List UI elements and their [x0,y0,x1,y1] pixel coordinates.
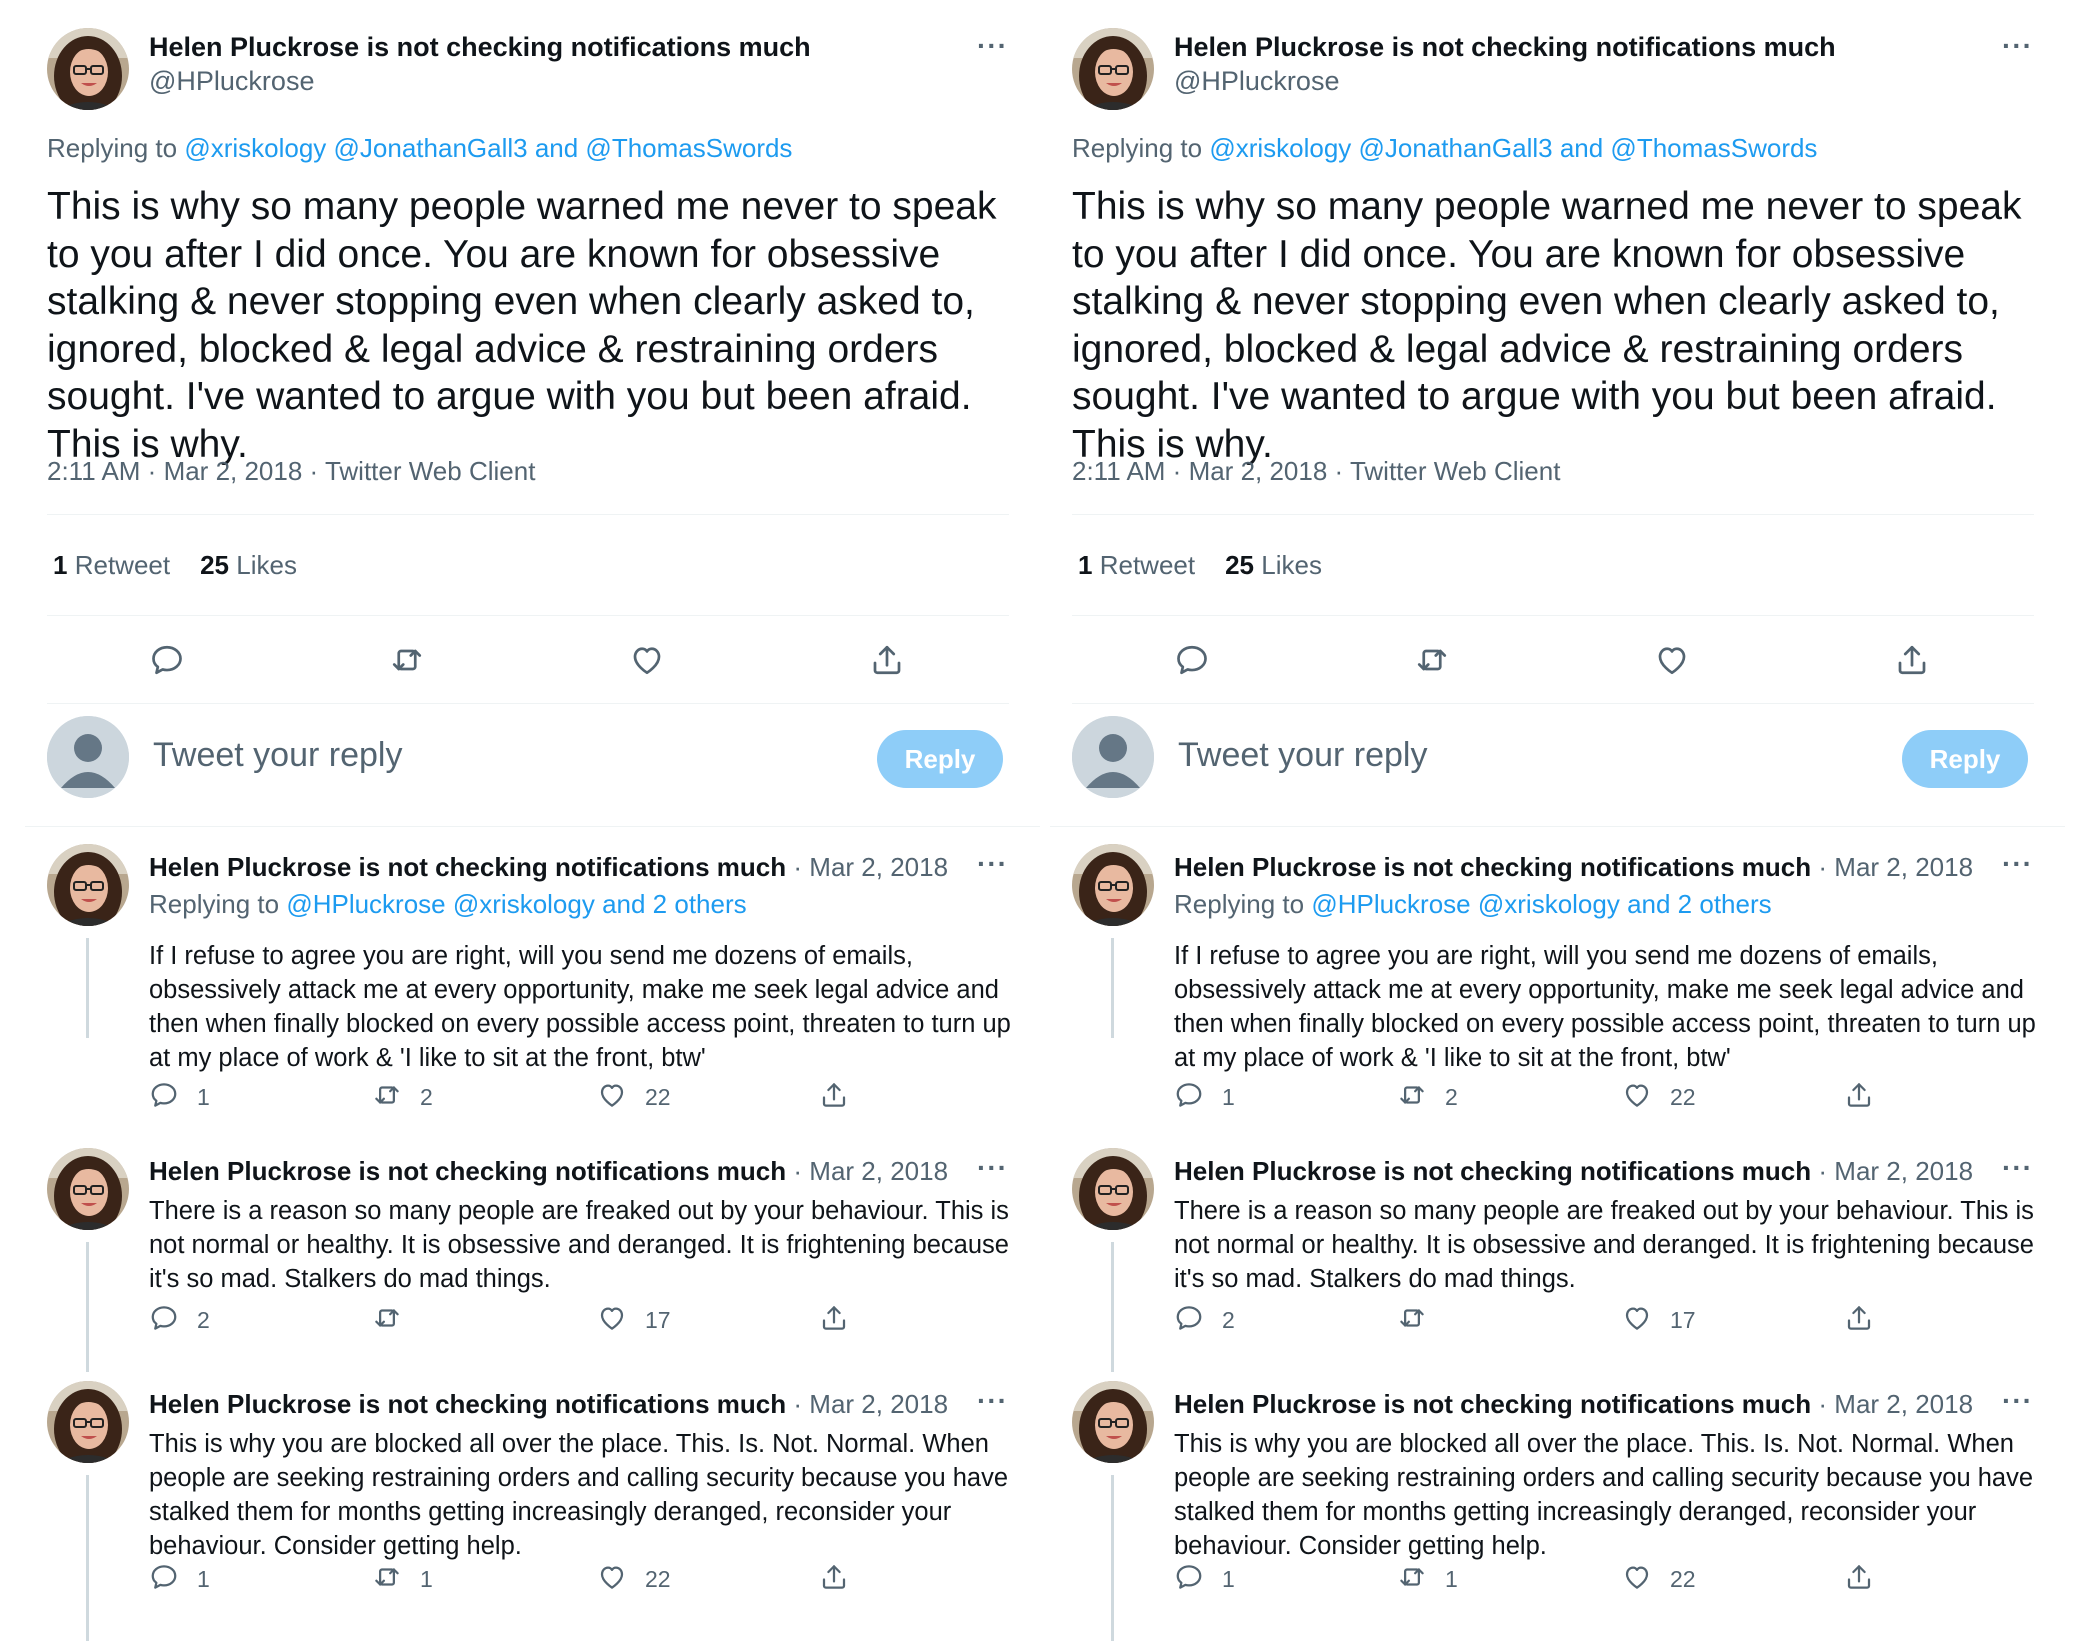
retweet-icon[interactable] [372,1303,402,1338]
likes-count: 25 [200,550,230,580]
retweet-count: 1 [420,1565,433,1592]
author-name[interactable]: Helen Pluckrose is not checking notifications much [149,1389,787,1419]
retweet-action[interactable] [1397,1079,1458,1115]
tweet-date[interactable]: Mar 2, 2018 [809,852,949,882]
reply-count: 1 [197,1565,210,1592]
retweets-label: Retweet [1099,550,1196,580]
author-name[interactable]: Helen Pluckrose is not checking notifications much [149,32,811,62]
replying-to-label: Replying to [149,889,280,919]
more-icon[interactable]: ··· [2002,1385,2033,1416]
likes-count: 25 [1225,550,1255,580]
tweet-actions [1174,1302,1874,1338]
divider [47,615,1009,616]
heart-icon[interactable] [629,642,665,678]
tweet-text: This is why you are blocked all over the place. This. Is. Not. Normal. When people are seeking restraining orders and calling security because you have stalked them for months getting increasingly deranged, reconsider your behaviour. Consider getting help. [149,1430,1009,1560]
heart-icon[interactable] [1622,1562,1652,1597]
reply-icon[interactable] [1174,1562,1204,1597]
author-avatar[interactable] [47,28,129,110]
share-action[interactable] [1844,1302,1874,1338]
like-action[interactable] [1622,1302,1696,1338]
tweet-text: This is why you are blocked all over the place. This. Is. Not. Normal. When people are seeking restraining orders and calling security because you have stalked them for months getting increasingly deranged, reconsider your behaviour. Consider getting help. [1174,1430,2034,1560]
replying-to [1174,889,1772,920]
share-icon[interactable] [1844,1562,1874,1597]
more-icon[interactable]: ··· [2002,1152,2033,1183]
retweet-icon[interactable] [372,1080,402,1115]
share-icon[interactable] [819,1562,849,1597]
tweet-timestamp[interactable]: 2:11 AM · Mar 2, 2018 · Twitter Web Client [47,456,536,486]
share-icon[interactable] [1894,642,1930,678]
heart-icon[interactable] [597,1080,627,1115]
reply-composer [1072,714,2034,804]
heart-icon[interactable] [597,1303,627,1338]
retweet-action[interactable] [1397,1561,1458,1597]
tweet-text: There is a reason so many people are freaked out by your behaviour. This is not normal or healthy. It is obsessive and deranged. It is frightening because it's so mad. Stalkers do mad things. [1174,1197,2034,1293]
screenshot-panel-right [1025,0,2065,1646]
reply-action[interactable] [149,1079,210,1115]
reply-button[interactable]: Reply [877,730,1003,788]
retweets-label: Retweet [74,550,171,580]
thread-connector-line [86,938,89,1038]
tweet-text: If I refuse to agree you are right, will you send me dozens of emails, obsessively attack me at every opportunity, make me seek legal advice and then when finally blocked on every possible access point, threaten to turn up at my place of work & 'I like to sit at the front, btw' [149,942,1011,1072]
author-avatar[interactable] [47,1148,129,1230]
reply-count: 1 [1222,1083,1235,1110]
like-count: 17 [645,1306,671,1333]
tweet-actions [47,638,1009,686]
like-count: 22 [1670,1083,1696,1110]
share-icon[interactable] [1844,1080,1874,1115]
separator: · [1818,1389,1828,1419]
tweet-header [149,1389,948,1420]
reply-icon[interactable] [149,642,185,678]
replying-to-label: Replying to [47,133,178,163]
divider [47,703,1009,704]
author-name[interactable]: Helen Pluckrose is not checking notifications much [1174,1156,1812,1186]
reply-composer [47,714,1009,804]
author-name[interactable]: Helen Pluckrose is not checking notifications much [1174,32,1836,62]
author-handle[interactable]: @HPluckrose [149,66,315,96]
like-action[interactable] [1622,1561,1696,1597]
reply-input[interactable]: Tweet your reply [153,736,403,774]
separator: · [793,1156,803,1186]
tweet-date[interactable]: Mar 2, 2018 [809,1156,949,1186]
heart-icon[interactable] [1622,1303,1652,1338]
retweet-count: 2 [420,1083,433,1110]
share-action[interactable] [819,1302,849,1338]
replying-to-label: Replying to [1072,133,1203,163]
tweet-actions [1072,638,2034,686]
likes-stat[interactable] [200,550,297,580]
author-avatar[interactable] [1072,844,1154,926]
replying-to [47,133,792,164]
reply-count: 1 [1222,1565,1235,1592]
reply-icon[interactable] [149,1080,179,1115]
share-icon[interactable] [1844,1303,1874,1338]
reply-icon[interactable] [1174,1303,1204,1338]
more-icon[interactable]: ··· [2002,30,2033,61]
retweet-icon[interactable] [372,1562,402,1597]
thread-connector-line [86,1475,89,1641]
reply-action[interactable] [149,1302,210,1338]
tweet-date[interactable]: Mar 2, 2018 [1834,1156,1974,1186]
tweet-text: If I refuse to agree you are right, will you send me dozens of emails, obsessively attack me at every opportunity, make me seek legal advice and then when finally blocked on every possible access point, threaten to turn up at my place of work & 'I like to sit at the front, btw' [1174,942,2036,1072]
likes-label: Likes [1261,550,1322,580]
reply-icon[interactable] [1174,642,1210,678]
retweet-icon[interactable] [1397,1080,1427,1115]
reply-icon[interactable] [149,1303,179,1338]
tweet-actions [149,1561,849,1597]
separator: · [1818,1156,1828,1186]
tweet-text: This is why so many people warned me never to speak to you after I did once. You are known for obsessive stalking & never stopping even when clearly asked to, ignored, blocked & legal advice & restraining orders sought. I've wanted to argue with you but been afraid. This is why. [47,185,997,466]
author-name[interactable]: Helen Pluckrose is not checking notifications much [1174,1389,1812,1419]
tweet-header [149,1156,948,1187]
retweets-count: 1 [53,550,68,580]
share-icon[interactable] [869,642,905,678]
heart-icon[interactable] [1622,1080,1652,1115]
heart-icon[interactable] [1654,642,1690,678]
tweet-text: There is a reason so many people are freaked out by your behaviour. This is not normal or healthy. It is obsessive and deranged. It is frightening because it's so mad. Stalkers do mad things. [149,1197,1009,1293]
retweet-count: 2 [1445,1083,1458,1110]
default-avatar-icon [47,716,129,798]
retweet-icon[interactable] [1397,1562,1427,1597]
tweet-actions [1174,1079,1874,1115]
retweet-action[interactable] [372,1561,433,1597]
author-avatar[interactable] [47,844,129,926]
tweet-timestamp[interactable]: 2:11 AM · Mar 2, 2018 · Twitter Web Client [1072,456,1561,486]
replying-to-users-link[interactable]: @xriskology @JonathanGall3 and @ThomasSwords [184,133,793,163]
author-avatar[interactable] [1072,1381,1154,1463]
reply-input[interactable]: Tweet your reply [1178,736,1428,774]
thread-connector-line [1111,938,1114,1038]
retweet-action[interactable] [372,1079,433,1115]
reply-icon[interactable] [149,1562,179,1597]
tweet-header [1174,852,1973,883]
retweets-count: 1 [1078,550,1093,580]
replying-to [149,889,747,920]
section-divider [1050,826,2065,827]
share-icon[interactable] [819,1080,849,1115]
retweet-action[interactable] [1397,1302,1445,1338]
divider [1072,615,2034,616]
heart-icon[interactable] [597,1562,627,1597]
author-handle[interactable]: @HPluckrose [1174,66,1340,96]
tweet-actions [1174,1561,1874,1597]
retweet-icon[interactable] [389,642,425,678]
tweet-header [149,852,948,883]
share-action[interactable] [819,1079,849,1115]
reply-action[interactable] [149,1561,210,1597]
more-icon[interactable]: ··· [977,30,1008,61]
divider [1072,703,2034,704]
like-count: 22 [645,1083,671,1110]
retweet-count: 1 [1445,1565,1458,1592]
like-action[interactable] [597,1561,671,1597]
engagement-stats [53,550,297,581]
like-action[interactable] [597,1302,671,1338]
replying-to [1072,133,1817,164]
retweets-stat[interactable] [53,550,170,580]
share-action[interactable] [1844,1079,1874,1115]
tweet-text: This is why so many people warned me never to speak to you after I did once. You are known for obsessive stalking & never stopping even when clearly asked to, ignored, blocked & legal advice & restraining orders sought. I've wanted to argue with you but been afraid. This is why. [1072,185,2022,466]
author-avatar[interactable] [1072,28,1154,110]
author-avatar[interactable] [1072,1148,1154,1230]
replying-to-label: Replying to [1174,889,1305,919]
share-action[interactable] [819,1561,849,1597]
retweet-icon[interactable] [1414,642,1450,678]
tweet-date[interactable]: Mar 2, 2018 [809,1389,949,1419]
like-count: 17 [1670,1306,1696,1333]
section-divider [25,826,1040,827]
reply-action[interactable] [1174,1302,1235,1338]
author-avatar[interactable] [47,1381,129,1463]
engagement-stats [1078,550,1322,581]
default-avatar-icon [1072,716,1154,798]
author-name[interactable]: Helen Pluckrose is not checking notifications much [149,1156,787,1186]
thread-connector-line [1111,1475,1114,1641]
tweet-actions [149,1302,849,1338]
likes-label: Likes [236,550,297,580]
tweet-header [1174,1389,1973,1420]
retweet-icon[interactable] [1397,1303,1427,1338]
more-icon[interactable]: ··· [977,848,1008,879]
reply-action[interactable] [1174,1079,1235,1115]
replying-to-users-link[interactable]: @xriskology @JonathanGall3 and @ThomasSwords [1209,133,1818,163]
author-name[interactable]: Helen Pluckrose is not checking notifications much [149,852,787,882]
replying-to-users-link[interactable]: @HPluckrose @xriskology and 2 others [1311,889,1772,919]
tweet-header [1174,1156,1973,1187]
tweet-date[interactable]: Mar 2, 2018 [1834,1389,1974,1419]
likes-stat[interactable] [1225,550,1322,580]
share-action[interactable] [1844,1561,1874,1597]
separator: · [793,1389,803,1419]
reply-icon[interactable] [1174,1080,1204,1115]
reply-action[interactable] [1174,1561,1235,1597]
like-action[interactable] [1622,1079,1696,1115]
retweet-action[interactable] [372,1302,420,1338]
more-icon[interactable]: ··· [2002,848,2033,879]
share-icon[interactable] [819,1303,849,1338]
more-icon[interactable]: ··· [977,1385,1008,1416]
like-count: 22 [1670,1565,1696,1592]
reply-count: 1 [197,1083,210,1110]
separator: · [793,852,803,882]
thread-connector-line [86,1242,89,1372]
retweets-stat[interactable] [1078,550,1195,580]
tweet-actions [149,1079,849,1115]
like-action[interactable] [597,1079,671,1115]
replying-to-users-link[interactable]: @HPluckrose @xriskology and 2 others [286,889,747,919]
reply-count: 2 [1222,1306,1235,1333]
separator: · [1818,852,1828,882]
more-icon[interactable]: ··· [977,1152,1008,1183]
divider [1072,514,2034,515]
reply-button[interactable]: Reply [1902,730,2028,788]
tweet-date[interactable]: Mar 2, 2018 [1834,852,1974,882]
like-count: 22 [645,1565,671,1592]
reply-count: 2 [197,1306,210,1333]
thread-connector-line [1111,1242,1114,1372]
divider [47,514,1009,515]
author-name[interactable]: Helen Pluckrose is not checking notifications much [1174,852,1812,882]
